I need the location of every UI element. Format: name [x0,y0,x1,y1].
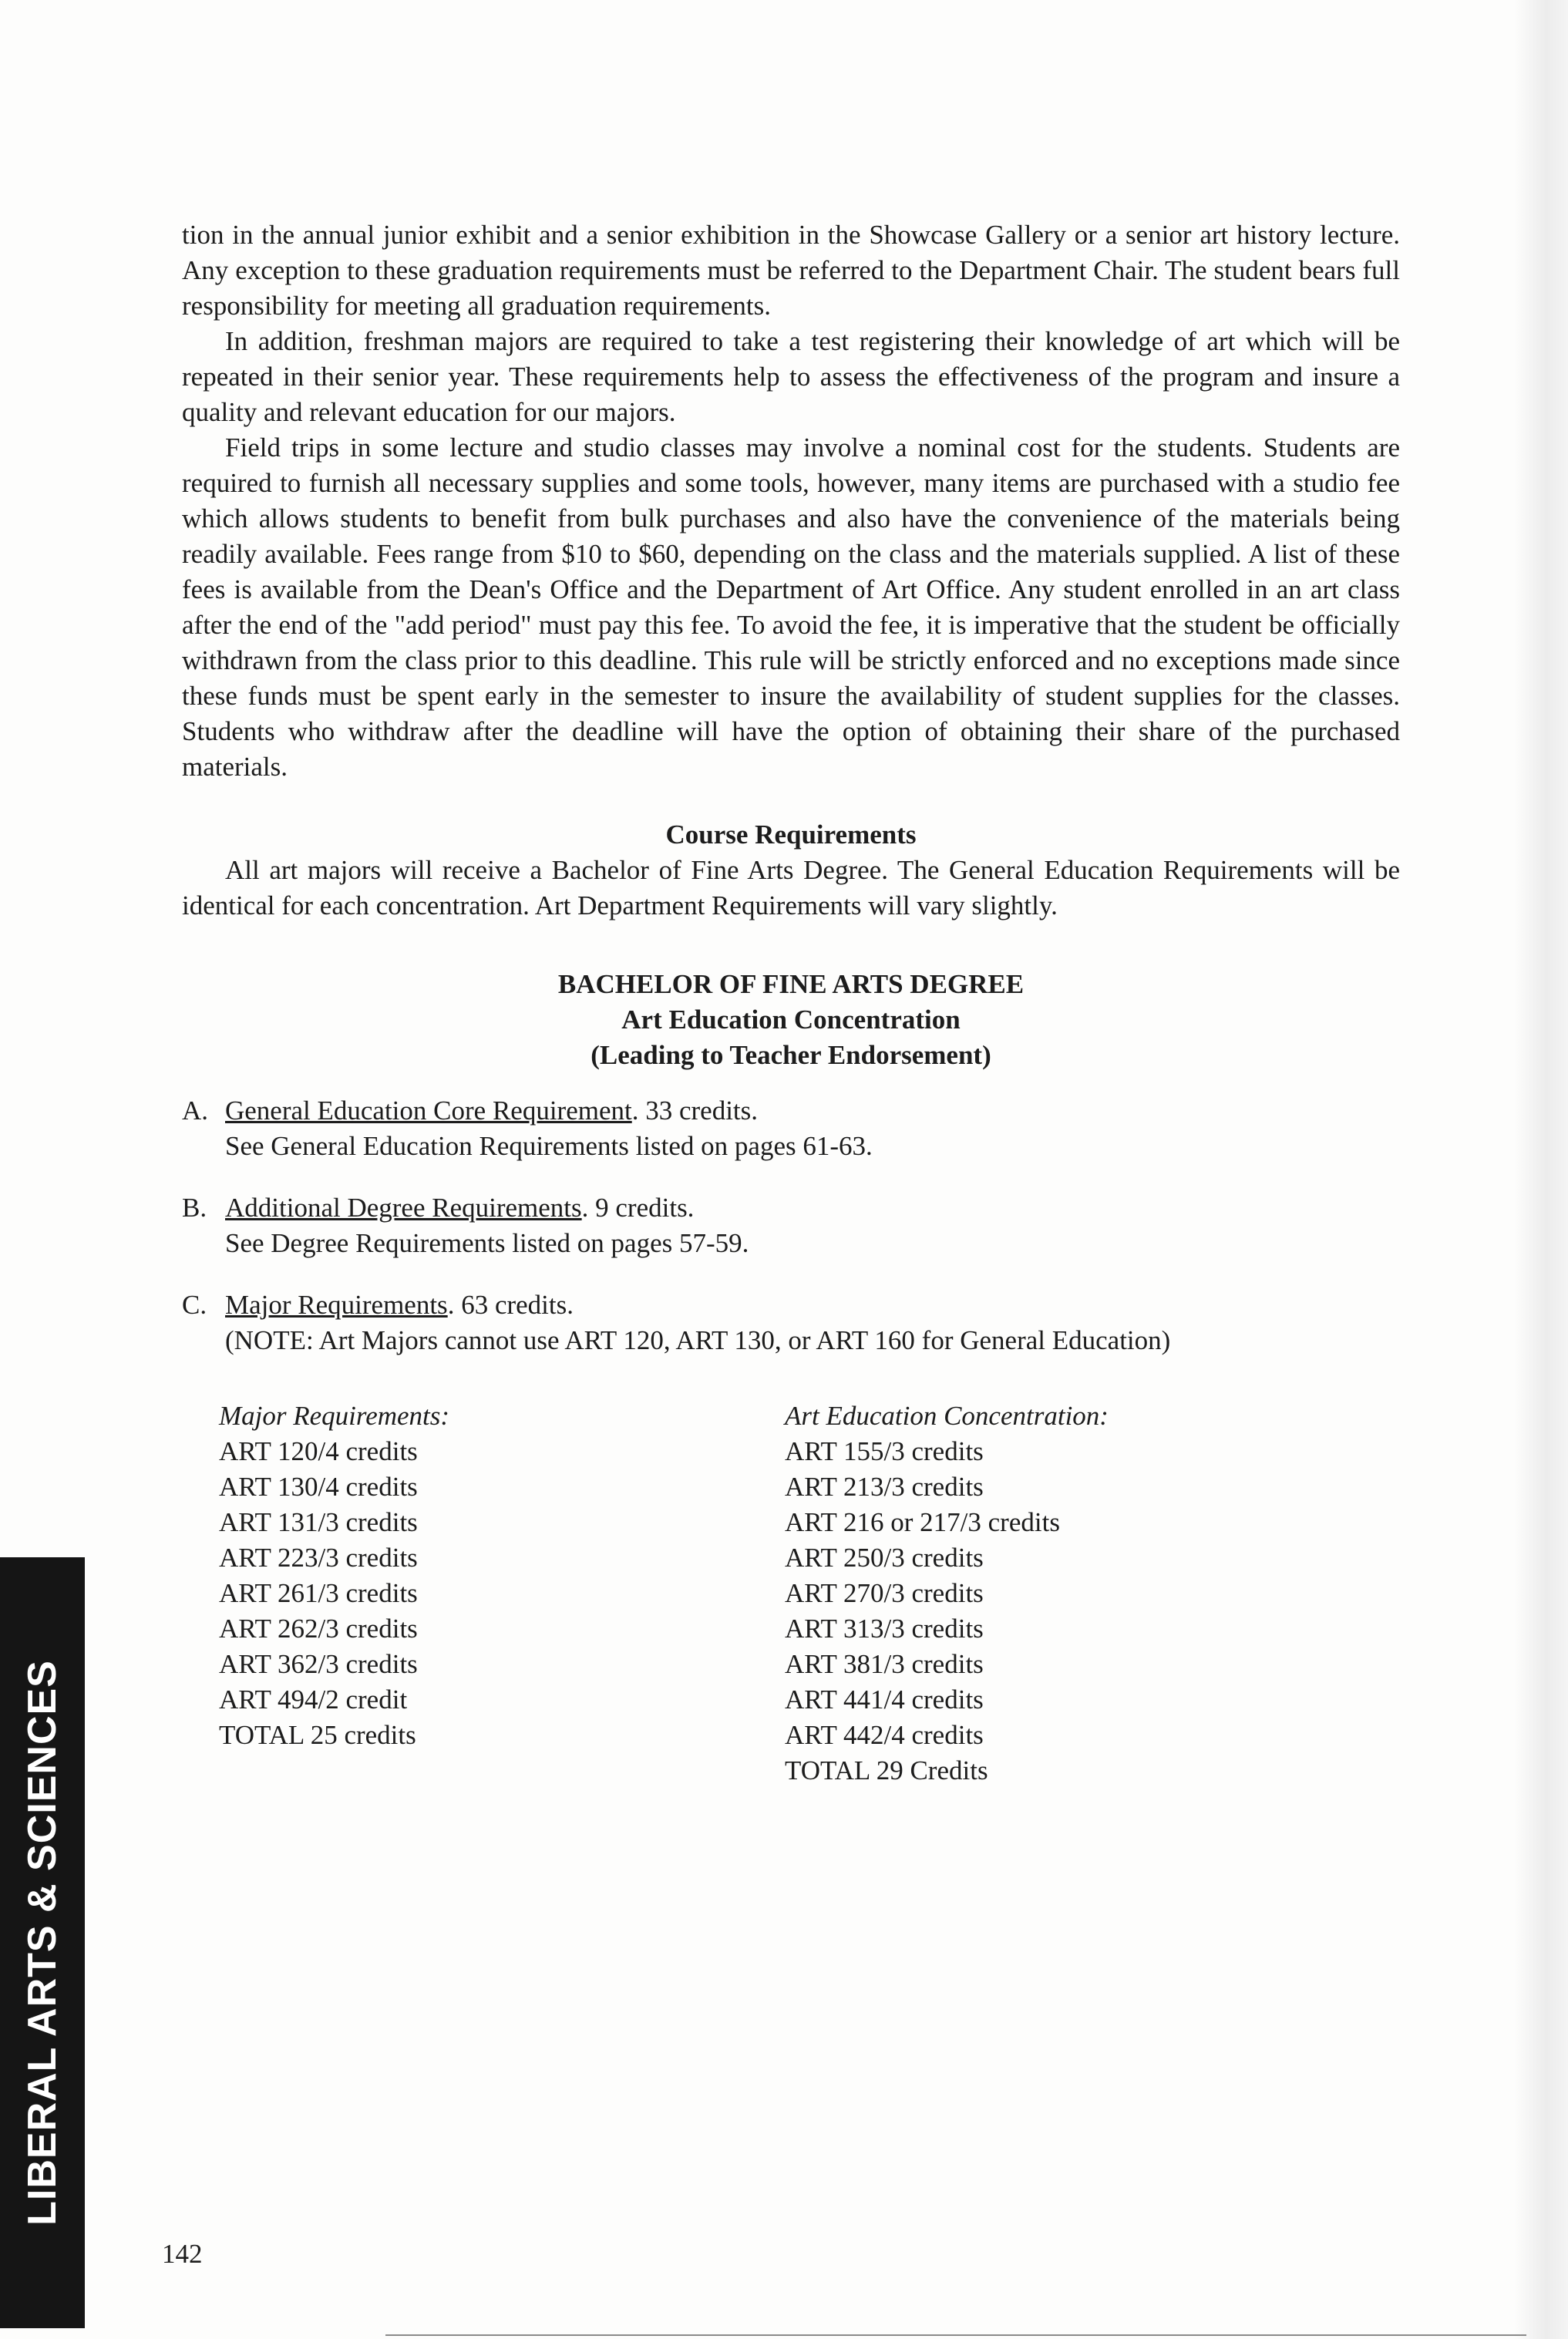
requirement-item-a [182,1093,1400,1164]
course-total: TOTAL 25 credits [219,1720,416,1750]
requirement-credits: . 63 credits. [447,1290,574,1320]
course-line: ART 262/3 credits [219,1614,418,1644]
requirements-list [182,1093,1400,1358]
course-line: ART 120/4 credits [219,1436,418,1466]
concentration-heading: Art Education Concentration: [785,1401,1109,1431]
requirement-note: See General Education Requirements listed on pages 61-63. [225,1131,873,1161]
requirement-note: See Degree Requirements listed on pages 57-59. [225,1228,749,1258]
concentration-title: Art Education Concentration [621,1005,961,1035]
requirement-letter: B. [182,1193,207,1223]
course-line: ART 261/3 credits [219,1578,418,1608]
course-line: ART 381/3 credits [785,1649,984,1679]
page-number: 142 [162,2239,203,2269]
course-line: ART 216 or 217/3 credits [785,1507,1060,1537]
requirement-item-c [182,1287,1400,1358]
sidebar-label: LIBERAL ARTS & SCIENCES [20,1660,65,2226]
page-edge-shadow [1514,0,1568,2339]
course-line: ART 441/4 credits [785,1684,984,1715]
requirement-credits: . 9 credits. [581,1193,695,1223]
section-sidebar-tab [0,1557,85,2328]
paragraph-continuation: tion in the annual junior exhibit and a senior exhibition in the Showcase Gallery or a senior art history lecture. Any exception to these graduation requirements must be referred to the Department Chair. The student bears full responsibility for meeting all graduation requirements. [182,220,1400,321]
course-line: ART 494/2 credit [219,1684,408,1715]
course-total: TOTAL 29 Credits [785,1755,988,1785]
course-line: ART 130/4 credits [219,1472,418,1502]
degree-heading-block [182,967,1400,1073]
requirement-note: (NOTE: Art Majors cannot use ART 120, ART 130, or ART 160 for General Education) [225,1325,1171,1355]
degree-title: BACHELOR OF FINE ARTS DEGREE [557,969,1025,999]
course-columns [219,1398,1400,1789]
course-line: ART 131/3 credits [219,1507,418,1537]
major-requirements-column [219,1398,785,1789]
paragraph-freshman-test: In addition, freshman majors are required to take a test registering their knowledge of art which will be repeated in their senior year. These requirements help to assess the effectiveness of the program and insure a quality and relevant education for our majors. [182,326,1400,427]
requirement-title: Additional Degree Requirements [225,1193,582,1223]
endorsement-subtitle: (Leading to Teacher Endorsement) [591,1040,991,1070]
major-requirements-heading: Major Requirements: [219,1401,450,1431]
course-line: ART 362/3 credits [219,1649,418,1679]
requirement-credits: . 33 credits. [631,1095,759,1126]
course-line: ART 223/3 credits [219,1543,418,1573]
course-requirements-text: All art majors will receive a Bachelor of Fine Arts Degree. The General Education Requirements will be identical for each concentration. Art Department Requirements will vary slightly. [182,855,1400,920]
concentration-column [785,1398,1351,1789]
bottom-edge-rule [385,2334,1526,2336]
requirement-letter: A. [182,1095,209,1126]
requirement-title: General Education Core Requirement [225,1095,632,1126]
course-line: ART 155/3 credits [785,1436,984,1466]
course-line: ART 313/3 credits [785,1614,984,1644]
requirement-letter: C. [182,1290,207,1320]
course-requirements-heading: Course Requirements [665,819,917,850]
course-line: ART 213/3 credits [785,1472,984,1502]
course-line: ART 250/3 credits [785,1543,984,1573]
requirement-item-b [182,1190,1400,1261]
paragraph-field-trips-fees: Field trips in some lecture and studio classes may involve a nominal cost for the students. Students are required to furnish all necessary supplies and some tools, however, many items are purchased with a studio fee which allows students to benefit from bulk purchases and also have the convenience of the materials being readily available. Fees range from $10 to $60, depending on the class and the materials supplied. A list of these fees is available from the Dean's Office and the Department of Art Office. Any student enrolled in an art class after the end of the "add period" must pay this fee. To avoid the fee, it is imperative that the student be officially withdrawn from the class prior to this deadline. This rule will be strictly enforced and no exceptions made since these funds must be spent early in the semester to insure the availability of student supplies for the classes. Students who withdraw after the deadline will have the option of obtaining their share of the purchased materials. [182,432,1400,782]
course-line: ART 442/4 credits [785,1720,984,1750]
page-content [182,217,1400,1789]
requirement-title: Major Requirements [225,1290,448,1320]
course-line: ART 270/3 credits [785,1578,984,1608]
